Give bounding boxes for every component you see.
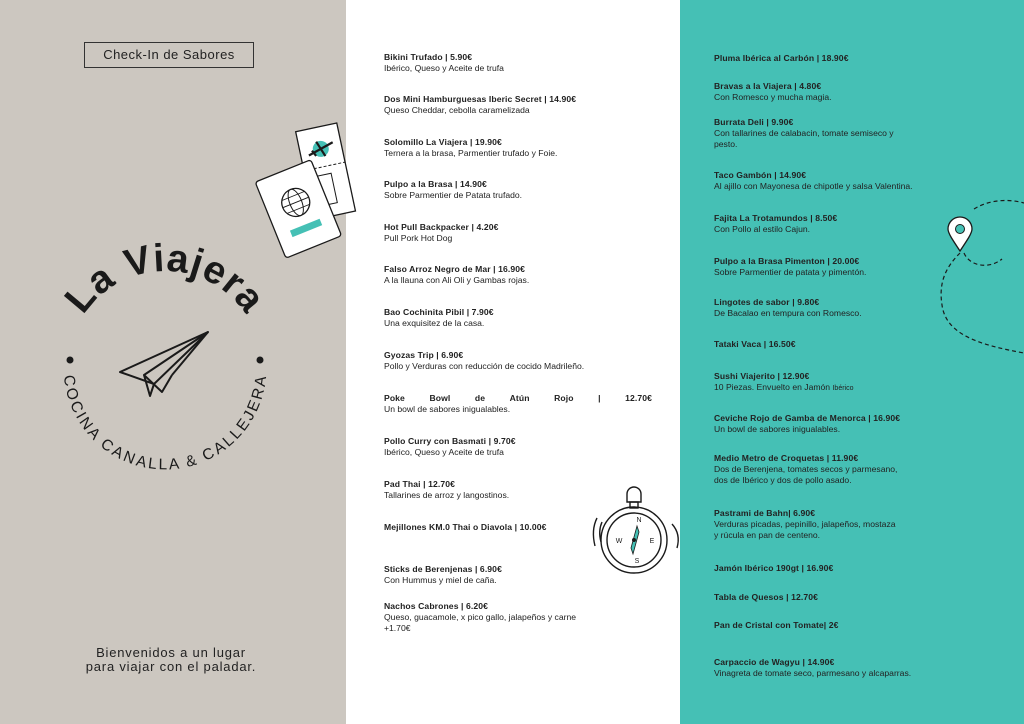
item-desc: Queso, guacamole, x pico gallo, jalapeños y carne [384, 612, 577, 622]
menu-item [384, 350, 654, 372]
item-desc: Pull Pork Hot Dog [384, 233, 453, 243]
svg-text:E: E [649, 538, 655, 545]
item-desc: Al ajillo con Mayonesa de chipotle y salsa Valentina. [714, 181, 913, 191]
menu-item [714, 563, 984, 574]
desc-text: 10 Piezas. Envuelto en Jamón [714, 382, 831, 392]
item-title: Taco Gambón | 14.90€ [714, 170, 807, 180]
item-title: Lingotes de sabor | 9.80€ [714, 297, 820, 307]
item-title: Carpaccio de Wagyu | 14.90€ [714, 657, 835, 667]
item-title: Tataki Vaca | 16.50€ [714, 339, 796, 349]
item-title: Burrata Deli | 9.90€ [714, 117, 794, 127]
svg-text:N: N [636, 517, 642, 524]
item-title: Pollo Curry con Basmati | 9.70€ [384, 436, 516, 446]
welcome-line: para viajar con el paladar. [85, 659, 257, 674]
svg-text:S: S [634, 558, 640, 565]
item-desc: Ibérico, Queso y Aceite de trufa [384, 447, 504, 457]
item-title: Pad Thai | 12.70€ [384, 479, 455, 489]
title-word: Bowl [429, 393, 451, 403]
item-desc: Tallarines de arroz y langostinos. [384, 490, 510, 500]
item-desc: Vinagreta de tomate seco, parmesano y alcaparras. [714, 668, 912, 678]
menu-item [714, 657, 984, 679]
map-pin-icon [930, 195, 1024, 360]
welcome-line: Bienvenidos a un lugar [96, 645, 246, 660]
item-title: Falso Arroz Negro de Mar | 16.90€ [384, 264, 526, 274]
item-title: Bikini Trufado | 5.90€ [384, 52, 473, 62]
compass-icon [589, 488, 689, 583]
title-word: Atún [509, 393, 530, 403]
title-word: | [598, 393, 601, 403]
title-word: 12.70€ [625, 393, 652, 403]
item-title: Sushi Viajerito | 12.90€ [714, 371, 810, 381]
menu-item [714, 413, 984, 435]
item-title: Jamón Ibérico 190gt | 16.90€ [714, 563, 834, 573]
item-desc: A la llauna con Ali Oli y Gambas rojas. [384, 275, 530, 285]
item-title: Pulpo a la Brasa | 14.90€ [384, 179, 487, 189]
menu-item [384, 52, 654, 74]
item-desc-cont: y rúcula en pan de centeno. [714, 530, 821, 540]
item-desc: Ibérico, Queso y Aceite de trufa [384, 63, 504, 73]
menu-item [714, 620, 984, 631]
menu-item [384, 137, 654, 159]
item-title: Ceviche Rojo de Gamba de Menorca | 16.90€ [714, 413, 901, 423]
item-desc-cont: dos de Ibérico y dos de pollo asado. [714, 475, 852, 485]
item-title: Pluma Ibérica al Carbón | 18.90€ [714, 53, 849, 63]
item-desc: Queso Cheddar, cebolla caramelizada [384, 105, 530, 115]
item-desc: Con Pollo al estilo Cajun. [714, 224, 811, 234]
item-desc: Con Romesco y mucha magia. [714, 92, 832, 102]
menu-item [384, 264, 654, 286]
menu-item [384, 393, 654, 415]
item-title: Solomillo La Viajera | 19.90€ [384, 137, 502, 147]
item-desc-cont: +1.70€ [384, 623, 411, 633]
item-desc: Un bowl de sabores inigualables. [714, 424, 841, 434]
item-desc: Verduras picadas, pepinillo, jalapeños, mostaza [714, 519, 896, 529]
svg-text:W: W [615, 538, 623, 545]
item-title: Nachos Cabrones | 6.20€ [384, 601, 489, 611]
menu-item [714, 508, 984, 541]
menu-item [714, 53, 984, 64]
item-title: Hot Pull Backpacker | 4.20€ [384, 222, 499, 232]
title-word: Poke [384, 393, 405, 403]
item-desc [714, 382, 984, 394]
paper-plane-icon [120, 332, 208, 396]
menu-item [384, 222, 654, 244]
item-title: Medio Metro de Croquetas | 11.90€ [714, 453, 859, 463]
logo-tagline: COCINA CANALLA & CALLEJERA [59, 373, 271, 474]
middle-panel [346, 0, 680, 724]
menu-item [384, 601, 654, 634]
item-title: Pan de Cristal con Tomate| 2€ [714, 620, 839, 630]
item-title: Pastrami de Bahn| 6.90€ [714, 508, 816, 518]
item-desc: Sobre Parmentier de patata y pimentón. [714, 267, 867, 277]
menu-item [714, 453, 984, 486]
item-desc: Pollo y Verduras con reducción de cocido Madrileño. [384, 361, 585, 371]
menu-item [714, 170, 984, 192]
item-title: Tabla de Quesos | 12.70€ [714, 592, 818, 602]
item-title: Bravas a la Viajera | 4.80€ [714, 81, 822, 91]
item-desc: Una exquisitez de la casa. [384, 318, 485, 328]
item-desc: Dos de Berenjena, tomates secos y parmesano, [714, 464, 898, 474]
right-panel [680, 0, 1024, 724]
title-word: de [474, 393, 486, 403]
welcome-message [40, 646, 302, 674]
menu-item [714, 117, 984, 150]
menu-item [714, 81, 984, 103]
item-title: Mejillones KM.0 Thai o Diavola | 10.00€ [384, 522, 547, 532]
item-desc: Con Hummus y miel de caña. [384, 575, 497, 585]
menu-item [384, 94, 654, 116]
item-desc: Con tallarines de calabacin, tomate semiseco y [714, 128, 894, 138]
logo-name: La Viajera [56, 236, 274, 321]
logo [50, 236, 280, 480]
item-title: Fajita La Trotamundos | 8.50€ [714, 213, 838, 223]
checkin-tag: Check-In de Sabores [84, 42, 254, 68]
title-word: Rojo [554, 393, 574, 403]
menu-item [714, 592, 984, 603]
item-desc: Ternera a la brasa, Parmentier trufado y Foie. [384, 148, 558, 158]
item-desc: Sobre Parmentier de Patata trufado. [384, 190, 523, 200]
item-title [384, 393, 652, 404]
item-title: Pulpo a la Brasa Pimenton | 20.00€ [714, 256, 860, 266]
item-title: Bao Cochinita Pibil | 7.90€ [384, 307, 494, 317]
item-desc: De Bacalao en tempura con Romesco. [714, 308, 862, 318]
menu-item [384, 436, 654, 458]
left-panel [0, 0, 346, 724]
item-title: Gyozas Trip | 6.90€ [384, 350, 464, 360]
desc-small-text: Ibérico [832, 385, 854, 392]
item-title: Dos Mini Hamburguesas Iberic Secret | 14.90€ [384, 94, 577, 104]
item-desc-cont: pesto. [714, 139, 738, 149]
menu-item [714, 371, 984, 394]
item-desc: Un bowl de sabores inigualables. [384, 404, 511, 414]
menu-item [384, 307, 654, 329]
item-title: Sticks de Berenjenas | 6.90€ [384, 564, 502, 574]
passport-tickets-icon [258, 118, 363, 258]
menu-item [384, 179, 654, 201]
